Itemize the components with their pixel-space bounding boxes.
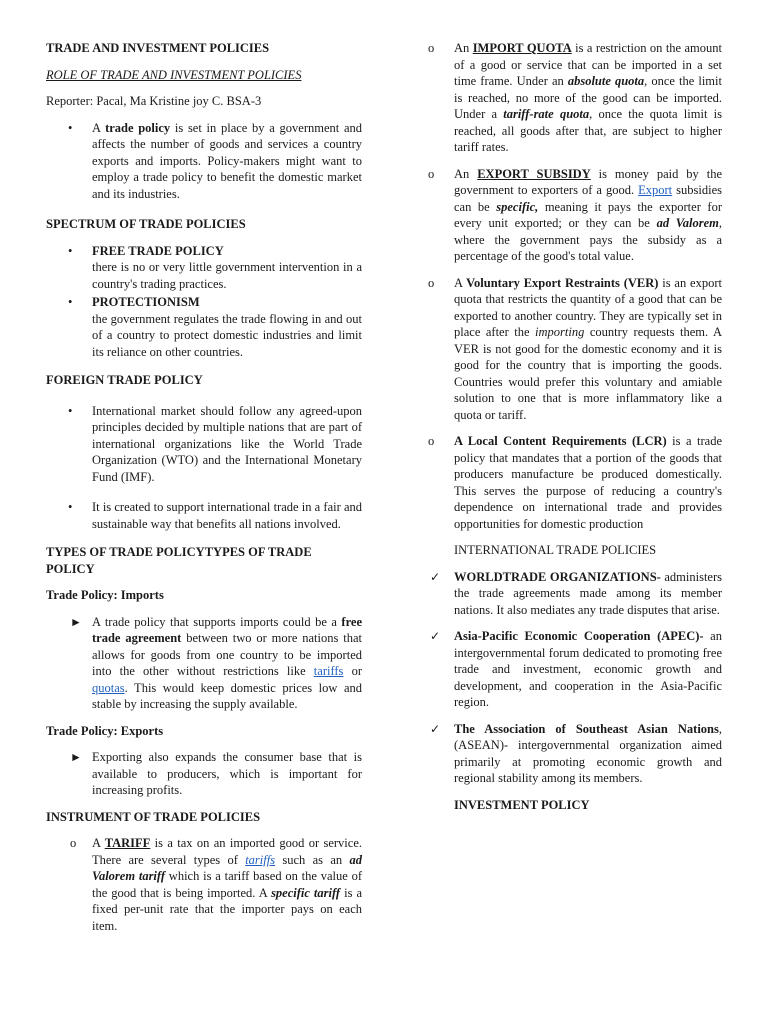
right-column <box>428 40 722 823</box>
document-title: TRADE AND INVESTMENT POLICIES <box>46 41 270 55</box>
text: country requests them. A VER is not good for the domestic economy and it is good for the country that is importing the goods. Countries would prefer this voluntary and amiable solution to one that is more inflammatory like a quota or tariff. <box>454 325 722 422</box>
list-item-export-subsidy <box>428 166 722 265</box>
circle-bullet-icon: o <box>428 166 435 181</box>
list-item-foreign-1 <box>46 403 362 486</box>
foreign-heading: FOREIGN TRADE POLICY <box>46 373 203 387</box>
term-asean: The Association of Southeast Asian Nations <box>454 721 719 736</box>
checkmark-icon: ✓ <box>430 629 441 643</box>
free-trade-title: FREE TRADE POLICY <box>92 243 224 258</box>
text: Exporting also expands the consumer base that is available to producers, which is important for increasing profits. <box>92 750 362 797</box>
bullet-icon: • <box>68 295 73 309</box>
term-export-subsidy: EXPORT SUBSIDY <box>477 166 591 181</box>
protectionism-text: the government regulates the trade flowing in and out of a country to protect domestic industries and limit its reliance on other countries. <box>92 311 362 359</box>
text: . This would keep domestic prices low and stable by increasing the supply available. <box>92 680 362 711</box>
text: or <box>343 664 362 678</box>
list-item-import-quota <box>428 40 722 156</box>
text: meaning it pays the exporter for every unit exported; or they can be <box>454 199 722 230</box>
text: A <box>92 120 106 135</box>
list-item-free-trade <box>46 243 362 260</box>
list-item-apec <box>428 628 722 711</box>
types-heading: TYPES OF TRADE POLICYTYPES OF TRADE POLICY <box>46 545 312 576</box>
text: is a trade policy that mandates that a portion of the goods that producers manufacture be produced domestically. This serves the purpose of reducing a country's dependence on international trade and provides opportunities for domestic production <box>454 434 722 531</box>
bullet-icon: • <box>68 243 73 258</box>
free-trade-text: there is no or very little government intervention in a country's trading practices. <box>92 260 362 291</box>
list-item-ver <box>428 275 722 424</box>
term-wto: WORLDTRADE ORGANIZATIONS- <box>454 569 661 584</box>
section-subtitle: ROLE OF TRADE AND INVESTMENT POLICIES <box>46 67 302 82</box>
term-import-quota: IMPORT QUOTA <box>472 41 572 55</box>
text: is a fixed per-unit rate that the importer pays on each item. <box>92 885 363 933</box>
text: , where the government pays the subsidy as a percentage of the good's total value. <box>454 216 722 263</box>
text: is a restriction on the amount of a good or service that can be imported in a set time frame. Under an <box>454 41 722 88</box>
term-specific-tariff: specific tariff <box>271 885 341 900</box>
term-free-trade-agreement: free trade agreement <box>92 614 362 645</box>
protectionism-title: PROTECTIONISM <box>92 295 200 309</box>
term-specific: specific, <box>496 199 539 214</box>
term-tariff-rate-quota: tariff-rate quota <box>503 107 590 121</box>
text: , once the quota limit is reached, all goods after that, are subject to higher tariff rates. <box>454 107 722 154</box>
text: administers the trade agreements made among its member nations. It also mediates any trade disputes that arise. <box>454 569 722 617</box>
list-item-tariff <box>46 835 362 934</box>
text: A trade policy that supports imports could be a <box>92 614 342 629</box>
list-item-foreign-2 <box>46 499 362 532</box>
term-trade-policy: trade policy <box>105 120 171 135</box>
imports-heading: Trade Policy: Imports <box>46 588 164 602</box>
term-absolute-quota: absolute quota <box>567 74 645 88</box>
circle-bullet-icon: o <box>70 836 77 850</box>
term-ver: Voluntary Export Restraints (VER) <box>466 275 659 290</box>
term-ad-valorem-tariff: ad Valorem tariff <box>92 852 362 883</box>
link-tariffs[interactable]: tariffs <box>245 852 276 867</box>
term-tariff: TARIFF <box>104 836 151 850</box>
link-export[interactable]: Export <box>638 183 673 197</box>
text: International market should follow any agreed-upon principles decided by multiple nations that are part of international organizations like the World Trade Organization (WTO) and the International Monetary Fund (IMF). <box>92 403 362 484</box>
text: An <box>454 41 473 55</box>
triangle-bullet-icon: ► <box>70 750 82 764</box>
circle-bullet-icon: o <box>428 275 435 290</box>
text: is an export quota that restricts the quantity of a good that can be exported to another country. They are typically set in place after the <box>454 275 722 339</box>
list-item-wto <box>428 569 722 619</box>
text: such as an <box>275 852 350 867</box>
text: which is a tariff based on the value of the good that is being imported. A <box>92 869 362 900</box>
text: It is created to support international trade in a fair and sustainable way that benefits all nations involved. <box>92 500 362 531</box>
triangle-bullet-icon: ► <box>70 614 82 629</box>
term-ad-valorem: ad Valorem <box>656 216 719 230</box>
spectrum-heading: SPECTRUM OF TRADE POLICIES <box>46 217 246 231</box>
text: A <box>454 275 467 290</box>
text: is set in place by a government and affects the number of goods and services a country exports and imports. Policy-makers might want to employ a trade policy to benefit the domestic market and its industries. <box>92 120 362 201</box>
investment-heading: INVESTMENT POLICY <box>454 797 590 812</box>
list-item-trade-policy <box>46 120 362 203</box>
instrument-heading: INSTRUMENT OF TRADE POLICIES <box>46 809 261 824</box>
link-quotas[interactable]: quotas <box>92 680 125 695</box>
term-apec: Asia-Pacific Economic Cooperation (APEC)- <box>454 629 704 643</box>
reporter-line: Reporter: Pacal, Ma Kristine joy C. BSA-3 <box>46 94 262 108</box>
text: subsidies can be <box>454 183 722 214</box>
checkmark-icon: ✓ <box>430 569 441 584</box>
list-item-lcr <box>428 433 722 532</box>
list-item-asean <box>428 721 722 787</box>
text: An <box>454 166 478 181</box>
list-item-protectionism <box>46 294 362 311</box>
text: is money paid by the government to exporters of a good. <box>454 166 722 197</box>
text: an intergovernmental forum dedicated to promoting free trade and investment, economic growth and development, and cooperation in the Asia-Pacific region. <box>454 629 722 709</box>
bullet-icon: • <box>68 500 73 514</box>
term-importing: importing <box>535 325 585 339</box>
bullet-icon: • <box>68 120 73 135</box>
link-tariffs[interactable]: tariffs <box>313 664 344 678</box>
intl-heading: INTERNATIONAL TRADE POLICIES <box>454 543 657 557</box>
text: is a tax on an imported good or service. There are several types of <box>92 836 362 867</box>
circle-bullet-icon: o <box>428 41 435 55</box>
bullet-icon: • <box>68 403 73 418</box>
text: between two or more nations that allows for goods from one country to be imported into the other without restrictions like <box>92 631 362 678</box>
text: , (ASEAN)- intergovernmental organization aimed primarily at promoting economic growth and regional stability among its members. <box>454 721 722 785</box>
circle-bullet-icon: o <box>428 434 435 448</box>
left-column <box>46 40 362 944</box>
list-item-exports <box>46 749 362 799</box>
text: , once the limit is reached, no more of the good can be imported. Under a <box>454 74 722 121</box>
term-lcr: A Local Content Requirements (LCR) <box>454 434 667 448</box>
list-item-imports <box>46 614 362 713</box>
exports-heading: Trade Policy: Exports <box>46 723 164 738</box>
text: A <box>92 836 105 850</box>
checkmark-icon: ✓ <box>430 721 441 736</box>
